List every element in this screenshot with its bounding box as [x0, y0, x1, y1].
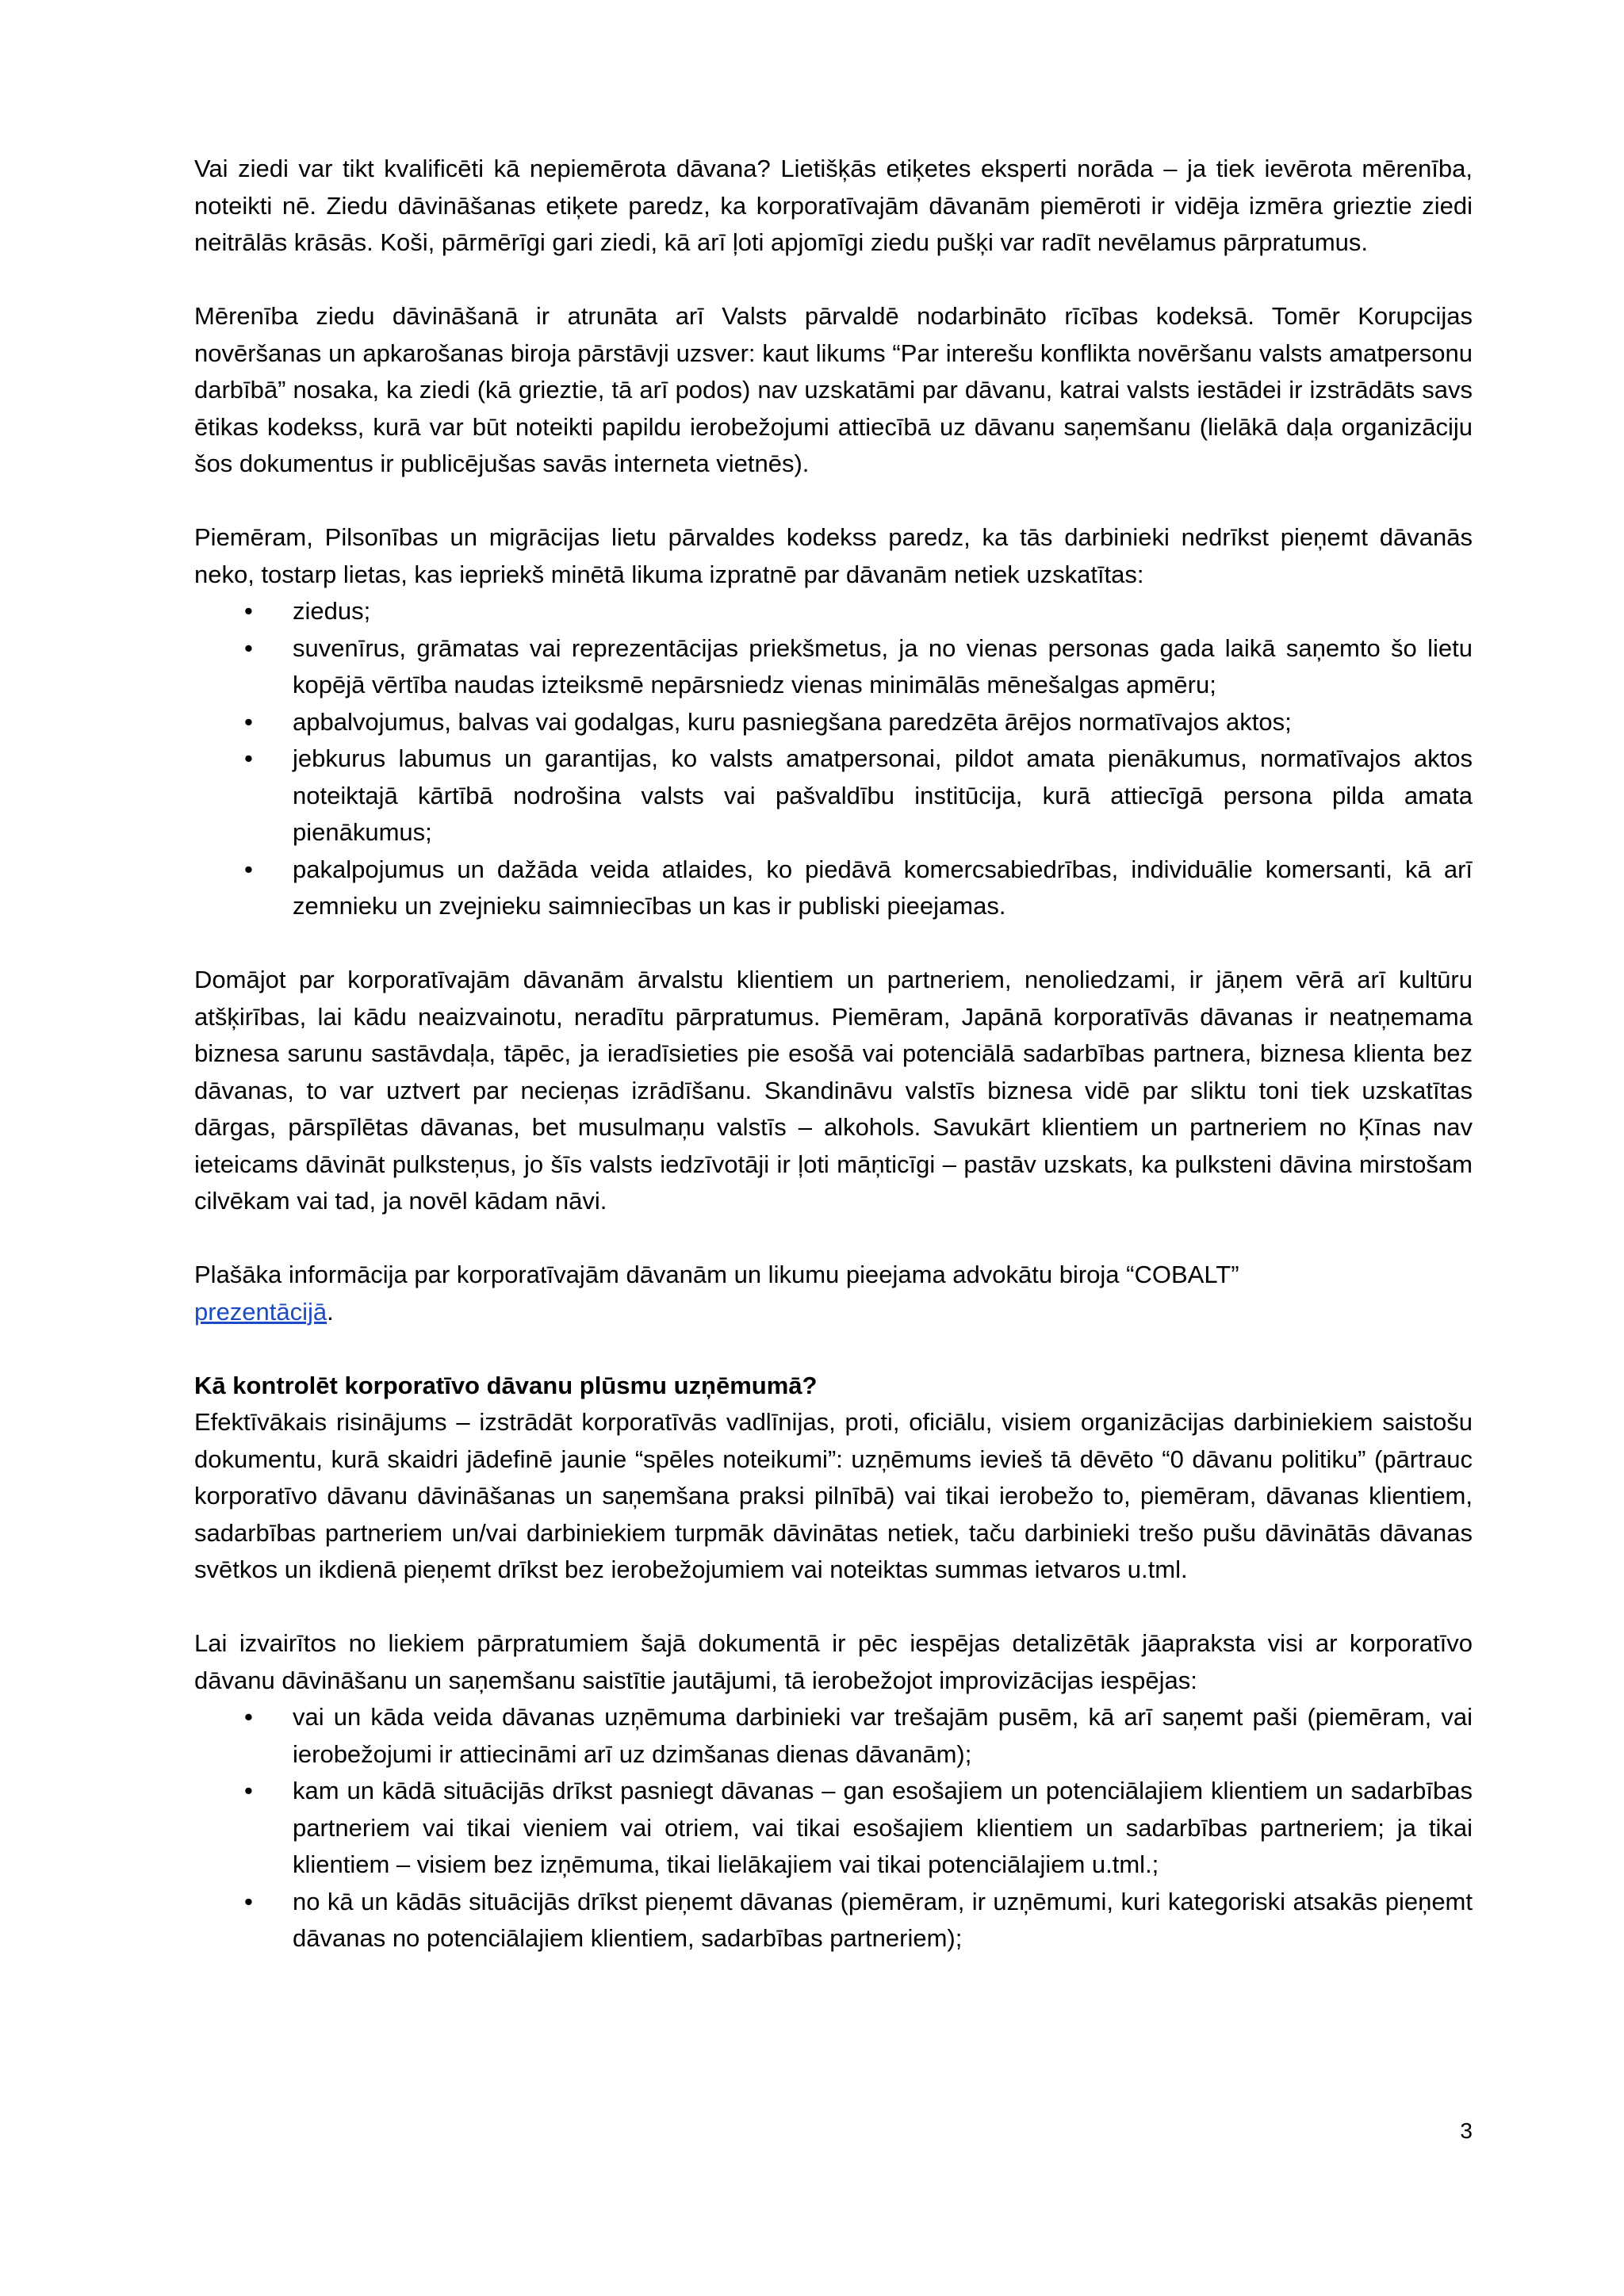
- paragraph-moderation-code: Mērenība ziedu dāvināšanā ir atrunāta arī Valsts pārvaldē nodarbināto rīcības kodeksā. Tomēr Korupcijas novēršanas un apkarošanas biroja pārstāvji uzsver: kaut likums “Par interešu konflikta novēršanu valsts amatpersonu darbībā” nosaka, ka ziedi (kā grieztie, tā arī podos) nav uzskatāmi par dāvanu, katrai valsts iestādei ir izstrādāts savs ētikas kodekss, kurā var būt noteikti papildu ierobežojumi attiecībā uz dāvanu saņemšanu (lielākā daļa organizāciju šos dokumentus ir publicējušas savās interneta vietnēs).: [194, 302, 1473, 477]
- list-item: • vai un kāda veida dāvanas uzņēmuma darbinieki var trešajām pusēm, kā arī saņemt paši (piemēram, vai ierobežojumi ir attiecināmi arī uz dzimšanas dienas dāvanām);: [194, 1699, 1473, 1773]
- paragraph-cultural-differences: Domājot par korporatīvajām dāvanām ārvalstu klientiem un partneriem, nenoliedzami, ir jāņem vērā arī kultūru atšķirības, lai kādu neaizvainotu, neradītu pārpratumus. Piemēram, Japānā korporatīvās dāvanas ir neatņemama biznesa sarunu sastāvdaļa, tāpēc, ja ieradīsieties pie esošā vai potenciālā sadarbības partnera, biznesa klienta bez dāvanas, to var uztvert par necieņas izrādīšanu. Skandināvu valstīs biznesa vidē par sliktu toni tiek uzskatītas dārgas, pārspīlētas dāvanas, bet musulmaņu valstīs – alkohols. Savukārt klientiem un partneriem no Ķīnas nav ieteicams dāvināt pulksteņus, jo šīs valsts iedzīvotāji ir ļoti māņticīgi – pastāv uzskats, ka pulksteni dāvina mirstošam cilvēkam vai tad, ja novēl kādam nāvi.: [194, 966, 1473, 1215]
- presentation-link[interactable]: prezentācijā: [194, 1297, 327, 1326]
- paragraph-document-details: Lai izvairītos no liekiem pārpratumiem šajā dokumentā ir pēc iespējas detalizētāk jāapraksta visi ar korporatīvo dāvanu dāvināšanu un saņemšanu saistītie jautājumi, tā ierobežojot improvizācijas iespējas:: [194, 1629, 1473, 1694]
- paragraph-more-info: [194, 1257, 1473, 1330]
- list-item: • jebkurus labumus un garantijas, ko valsts amatpersonai, pildot amata pienākumus, normatīvajos aktos noteiktajā kārtībā nodrošina valsts vai pašvaldību institūcija, kurā attiecīgā persona pilda amata pienākumus;: [194, 740, 1473, 851]
- list-excluded-gifts: [194, 593, 1473, 925]
- section-heading: Kā kontrolēt korporatīvo dāvanu plūsmu uzņēmumā?: [194, 1371, 818, 1399]
- list-item: • no kā un kādās situācijās drīkst pieņemt dāvanas (piemēram, ir uzņēmumi, kuri kategoriski atsakās pieņemt dāvanas no potenciālajiem klientiem, sadarbības partneriem);: [194, 1884, 1473, 1957]
- list-guideline-questions: [194, 1699, 1473, 1957]
- list-item: • ziedus;: [194, 593, 1473, 630]
- paragraph-pmlp-code: Piemēram, Pilsonības un migrācijas lietu pārvaldes kodekss paredz, ka tās darbinieki nedrīkst pieņemt dāvanās neko, tostarp lietas, kas iepriekš minētā likuma izpratnē par dāvanām netiek uzskatītas:: [194, 523, 1473, 588]
- list-item: • suvenīrus, grāmatas vai reprezentācijas priekšmetus, ja no vienas personas gada laikā saņemto šo lietu kopējā vērtība naudas izteiksmē nepārsniedz vienas minimālās mēnešalgas apmēru;: [194, 630, 1473, 704]
- page-number: 3: [1460, 2118, 1473, 2143]
- document-body: [194, 151, 1473, 1957]
- more-info-end: .: [327, 1297, 334, 1326]
- list-item: • kam un kādā situācijās drīkst pasniegt dāvanas – gan esošajiem un potenciālajiem klientiem un sadarbības partneriem vai tikai vieniem vai otriem, vai tikai esošajiem klientiem un sadarbības partneriem; ja tikai klientiem – visiem bez izņēmuma, tikai lielākajiem vai tikai potenciālajiem u.tml.;: [194, 1773, 1473, 1884]
- paragraph-corporate-guidelines: Efektīvākais risinājums – izstrādāt korporatīvās vadlīnijas, proti, oficiālu, visiem organizācijas darbiniekiem saistošu dokumentu, kurā skaidri jādefinē jaunie “spēles noteikumi”: uzņēmums ievieš tā dēvēto “0 dāvanu politiku” (pārtrauc korporatīvo dāvanu dāvināšanas un saņemšana praksi pilnībā) vai tikai ierobežo to, piemēram, dāvanas klientiem, sadarbības partneriem un/vai darbiniekiem turpmāk dāvinātas netiek, taču darbinieki trešo pušu dāvinātās dāvanas svētkos un ikdienā pieņemt drīkst bez ierobežojumiem vai noteiktas summas ietvaros u.tml.: [194, 1408, 1473, 1583]
- paragraph-flowers-gift: Vai ziedi var tikt kvalificēti kā nepiemērota dāvana? Lietišķās etiķetes eksperti norāda – ja tiek ievērota mērenība, noteikti nē. Ziedu dāvināšanas etiķete paredz, ka korporatīvajām dāvanām piemēroti ir vidēja izmēra grieztie ziedi neitrālās krāsās. Koši, pārmērīgi gari ziedi, kā arī ļoti apjomīgi ziedu pušķi var radīt nevēlamus pārpratumus.: [194, 155, 1473, 256]
- more-info-text: Plašāka informācija par korporatīvajām dāvanām un likumu pieejama advokātu biroja “COBALT”: [194, 1261, 1239, 1288]
- list-item: • pakalpojumus un dažāda veida atlaides, ko piedāvā komercsabiedrības, individuālie komersanti, kā arī zemnieku un zvejnieku saimniecības un kas ir publiski pieejamas.: [194, 851, 1473, 925]
- list-item: • apbalvojumus, balvas vai godalgas, kuru pasniegšana paredzēta ārējos normatīvajos aktos;: [194, 704, 1473, 741]
